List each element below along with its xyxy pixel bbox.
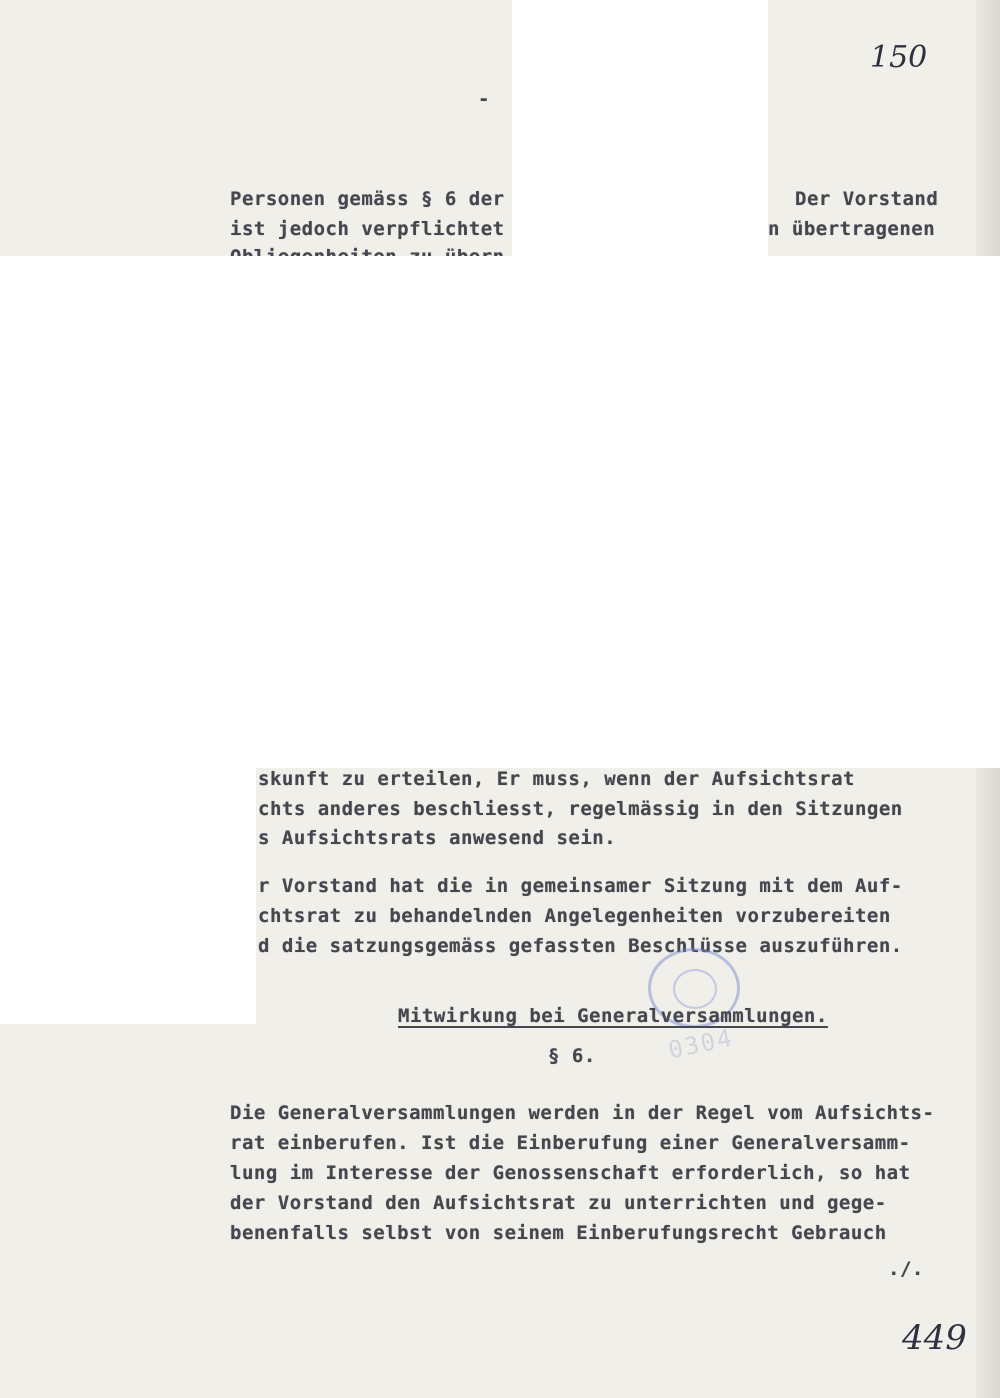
text-line: chts anderes beschliesst, regelmässig in den Sitzungen	[258, 798, 903, 820]
redaction-mask-middle	[0, 256, 1000, 768]
faint-stamp-imprint: 0304	[665, 1023, 736, 1065]
text-line: n übertragenen	[768, 218, 936, 240]
section-number: § 6.	[548, 1045, 596, 1067]
redaction-mask-top	[512, 0, 768, 256]
header-dash: -	[478, 88, 490, 110]
text-line: rat einberufen. Ist die Einberufung einer Generalversamm-	[230, 1132, 911, 1154]
continuation-mark: ./.	[888, 1258, 924, 1280]
handwritten-page-number-top: 150	[870, 40, 928, 75]
text-line: r Vorstand hat die in gemeinsamer Sitzung mit dem Auf-	[258, 875, 903, 897]
text-line: Die Generalversammlungen werden in der Regel vom Aufsichts-	[230, 1102, 935, 1124]
seal-stamp-center	[673, 969, 717, 1009]
section-heading: Mitwirkung bei Generalversammlungen.	[398, 1005, 828, 1027]
text-line: benenfalls selbst von seinem Einberufungsrecht Gebrauch	[230, 1222, 887, 1244]
text-line: lung im Interesse der Genossenschaft erforderlich, so hat	[230, 1162, 911, 1184]
text-line: skunft zu erteilen, Er muss, wenn der Aufsichtsrat	[258, 768, 855, 790]
text-line: Der Vorstand	[795, 188, 939, 210]
handwritten-page-number-bottom: 449	[902, 1318, 967, 1358]
text-line: d die satzungsgemäss gefassten Beschlüsse auszuführen.	[258, 935, 903, 957]
text-line: s Aufsichtsrats anwesend sein.	[258, 827, 617, 849]
redaction-mask-left	[0, 768, 256, 1024]
text-line: chtsrat zu behandelnden Angelegenheiten vorzubereiten	[258, 905, 891, 927]
text-line: Personen gemäss § 6 der	[230, 188, 505, 210]
text-line: der Vorstand den Aufsichtsrat zu unterrichten und gege-	[230, 1192, 887, 1214]
text-line: ist jedoch verpflichtet	[230, 218, 505, 240]
